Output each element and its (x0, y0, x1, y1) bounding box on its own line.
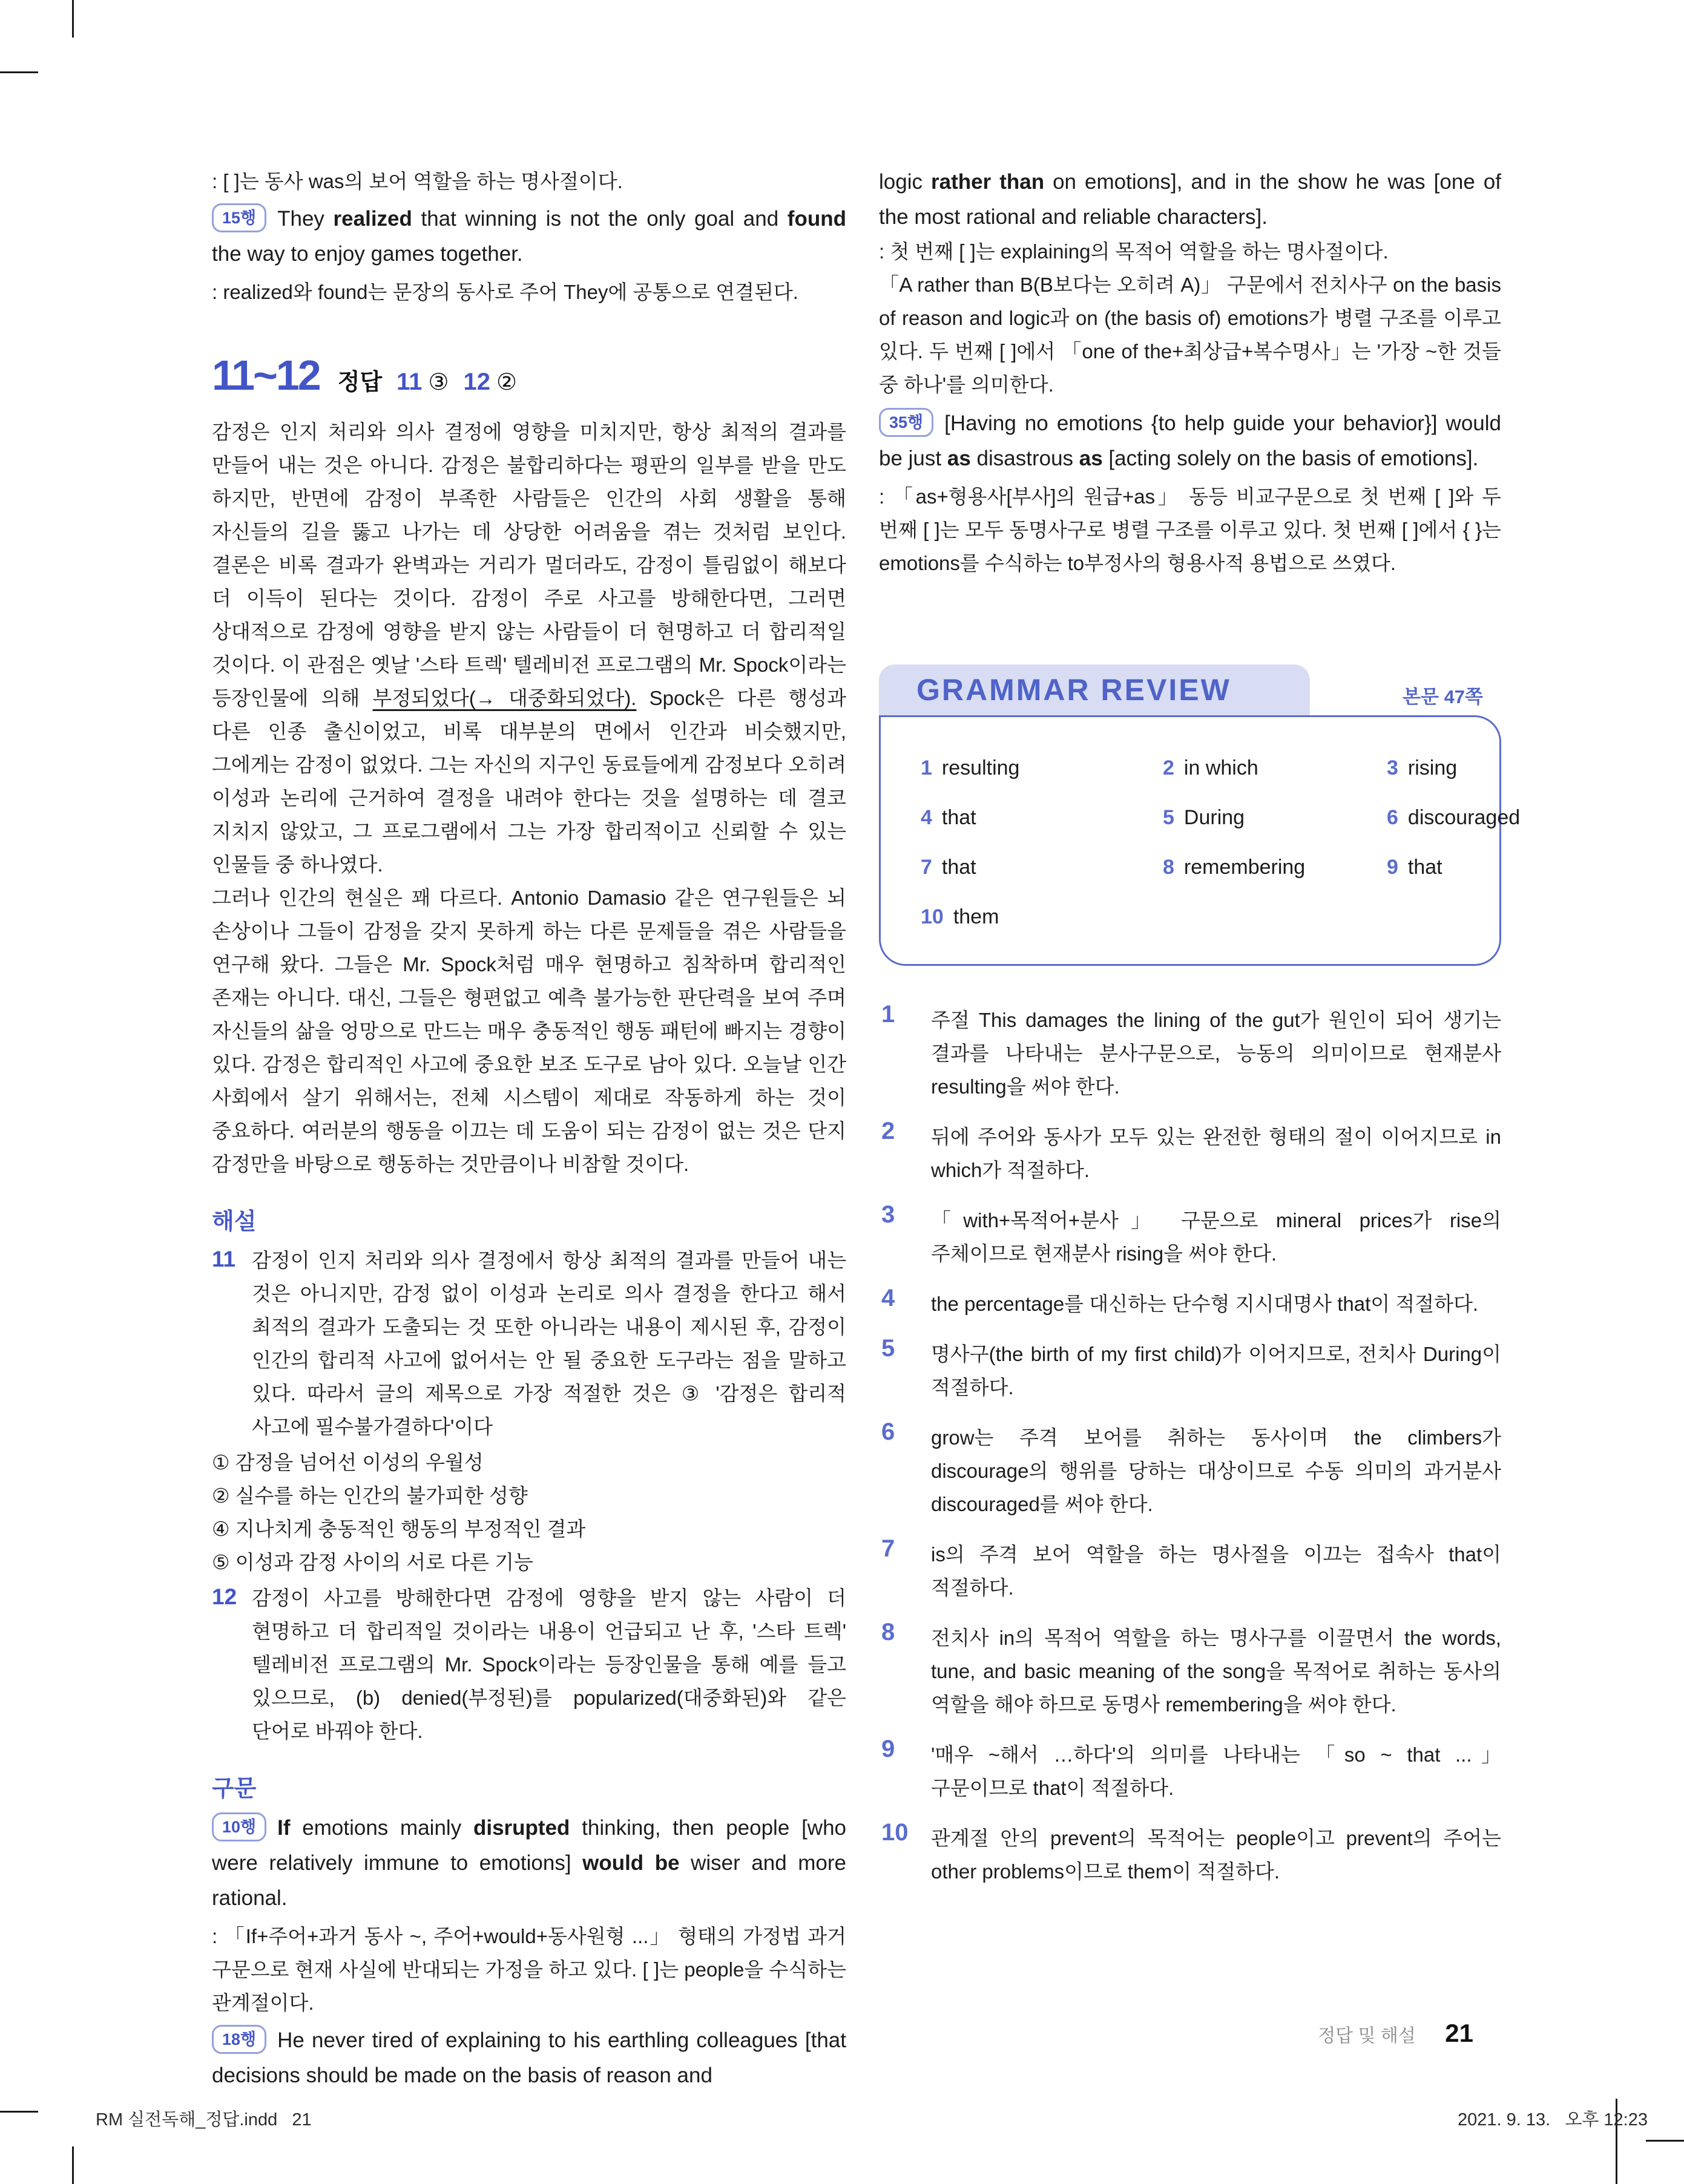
explanation-text: 「with+목적어+분사」 구문으로 mineral prices가 rise의 주체이므로 현재분사 rising을 써야 한다. (931, 1209, 1501, 1265)
note-35: : 「as+형용사[부사]의 원급+as」 동등 비교구문으로 첫 번째 [ ]와 두 번째 [ ]는 모두 동명사구로 병렬 구조를 이루고 있다. 첫 번째 [ ]에서 { }는 emotions를 수식하는 to부정사의 형용사적 용법으로 쓰였다. (879, 485, 1501, 574)
line-18-badge: 18행 (212, 2025, 266, 2054)
print-date-info: 2021. 9. 13. 오후 12:23 (1457, 2110, 1648, 2130)
grammar-explanation-10 (879, 1819, 1501, 1888)
grammar-explanation-9 (879, 1738, 1501, 1805)
explanation-text: 관계절 안의 prevent의 목적어는 people이고 prevent의 주어는 other problems이므로 them이 적절하다. (931, 1827, 1501, 1883)
grammar-explanation-4 (879, 1287, 1501, 1320)
sentence-line-15 (212, 202, 846, 272)
page-footer (0, 2019, 1473, 2048)
sentence-segment: the way to enjoy games together. (212, 242, 523, 266)
translation-paragraph-2: 그러나 인간의 현실은 꽤 다르다. Antonio Damasio 같은 연구원들은 뇌 손상이나 그들이 감정을 갖지 못하게 하는 다른 문제들을 겪은 사람들을 연구해 왔다. 그들은 Mr. Spock처럼 매우 현명하고 침착하며 합리적인 존재는 아니다. 대신, 그들은 형편없고 예측 불가능한 판단력을 보여 주며 자신들의 삶을 엉망으로 만드는 매우 충동적인 행동 패턴에 빠지는 경향이 있다. 감정은 합리적인 사고에 중요한 보조 도구로 남아 있다. 오늘날 인간 사회에서 살기 위해서는, 전체 시스템이 제대로 작동하게 하는 것이 중요하다. 여러분의 행동을 이끄는 데 도움이 되는 감정이 없는 것은 단지 감정만을 바탕으로 행동하는 것만큼이나 비참할 것이다. (212, 887, 846, 1175)
sentence-segment: [Having no emotions {to help guide your behavior}] would be just (879, 412, 1501, 470)
explanation-number: 9 (881, 1736, 895, 1762)
sentence-segment: wiser and more rational. (212, 1851, 847, 1910)
explanation-number: 5 (881, 1335, 895, 1362)
grammar-explanation-1 (879, 1003, 1501, 1103)
explanation-number: 8 (881, 1619, 895, 1645)
grammar-answer (1163, 855, 1387, 879)
answer-text: During (1183, 806, 1245, 829)
explanation-text: 주절 This damages the lining of the gut가 원인이 되어 생기는 결과를 나타내는 분사구문으로, 능동의 의미이므로 현재분사 resulting을 써야 한다. (931, 1009, 1501, 1098)
print-file-info: RM 실전독해_정답.indd 21 (96, 2110, 312, 2130)
explanation-text: the percentage를 대신하는 단수형 지시대명사 that이 적절하다. (931, 1293, 1479, 1315)
answer-number: 7 (921, 856, 932, 879)
answer-number: 1 (921, 756, 932, 779)
explanation-number: 4 (881, 1285, 895, 1311)
sentence-keyword: as (947, 447, 971, 470)
item-number: 12 (212, 1584, 237, 1609)
answer-text: them (953, 905, 999, 928)
explanation-text: 전치사 in의 목적어 역할을 하는 명사구를 이끌면서 the words, tune, and basic meaning of the song을 목적어로 취하는 동사의 역할을 해야 하므로 동명사 remembering을 써야 한다. (931, 1627, 1501, 1716)
answer-text: remembering (1183, 856, 1306, 879)
answer-text: that (1407, 856, 1442, 879)
grammar-explanation-2 (879, 1120, 1501, 1187)
sentence-line-35 (879, 406, 1501, 476)
answer-text: that (941, 856, 976, 879)
explanation-item-11 (212, 1244, 846, 1443)
explanation-number: 1 (881, 1001, 895, 1028)
answer-label: 정답 (337, 370, 383, 395)
sentence-segment: that winning is not the only goal and (412, 207, 788, 231)
crop-mark-bottom-left-vertical (72, 2146, 74, 2184)
line-10-badge: 10행 (212, 1812, 266, 1841)
answer-text: that (941, 806, 976, 829)
grammar-explanations (879, 1003, 1501, 1888)
sentence-keyword: would be (582, 1851, 680, 1875)
line-35-badge: 35행 (879, 408, 933, 437)
crop-mark-top-left-horizontal (0, 71, 38, 73)
sentence-keyword: disrupted (473, 1816, 570, 1840)
note-was: : [ ]는 동사 was의 보어 역할을 하는 명사절이다. (212, 170, 623, 192)
translation-segment: Spock은 다른 행성과 다른 인종 출신이었고, 비록 대부분의 면에서 인간과 비슷했지만, 그에게는 감정이 없었다. 그는 자신의 지구인 동료들에게 감정보다 오히려 이성과 논리에 근거하여 결정을 내려야 한다는 것을 설명하는 데 결코 지치지 않았고, 그 프로그램에서 그는 가장 합리적이고 신뢰할 수 있는 인물들 중 하나였다. (212, 687, 846, 876)
explanation-text: '매우 ~해서 …하다'의 의미를 나타내는 「so ~ that ...」 구문이므로 that이 적절하다. (931, 1743, 1501, 1799)
sentence-segment: thinking, then people [who were relatively immune to emotions] (212, 1816, 846, 1875)
sentence-segment: logic (879, 170, 931, 194)
note-18-a: : 첫 번째 [ ]는 explaining의 목적어 역할을 하는 명사절이다. (879, 240, 1389, 263)
grammar-answer (921, 805, 1163, 830)
sentence-segment: [acting solely on the basis of emotions]. (1102, 447, 1479, 470)
right-column (879, 165, 1521, 1905)
section-gumun: 구문 (212, 1776, 257, 1802)
translation-segment: 감정은 인지 처리와 의사 결정에 영향을 미치지만, 항상 최적의 결과를 만들어 내는 것은 아니다. 감정은 불합리하다는 평판의 일부를 받을 만도 하지만, 반면에 감정이 부족한 사람들은 인간의 사회 생활을 통해 자신들의 길을 뚫고 나가는 데 상당한 어려움을 겪는 것처럼 보인다. 결론은 비록 결과가 완벽과는 거리가 멀더라도, 감정이 틀림없이 해보다 더 이득이 된다는 것이다. 감정이 주로 사고를 방해한다면, 그러면 상대적으로 감정에 영향을 받지 않는 사람들이 더 현명하고 더 합리적일 것이다. 이 관점은 옛날 '스타 트렉' 텔레비전 프로그램의 Mr. Spock이라는 등장인물에 의해 (212, 421, 846, 709)
explanation-number: 6 (881, 1418, 895, 1445)
answer-number: 5 (1163, 806, 1174, 829)
grammar-explanation-3 (879, 1201, 1501, 1270)
crop-mark-bottom-right-horizontal (1646, 2140, 1684, 2142)
sentence-keyword: as (1079, 447, 1103, 470)
crop-mark-top-left-vertical (72, 0, 74, 38)
grammar-review-title: GRAMMAR REVIEW (916, 673, 1231, 707)
grammar-explanation-5 (879, 1337, 1501, 1404)
translation-underlined: 부정되었다(→ 대중화되었다). (372, 687, 637, 709)
sentence-line-18-continued (879, 165, 1501, 235)
grammar-answer (1387, 756, 1520, 780)
grammar-answer (1163, 756, 1387, 780)
sentence-line-10 (212, 1811, 846, 1916)
explanation-text: is의 주격 보어 역할을 하는 명사절을 이끄는 접속사 that이 적절하다. (931, 1543, 1501, 1599)
sentence-segment: He never tired of explaining to his earthling colleagues [that decisions should be made on the basis of reason and (212, 2028, 846, 2087)
explanation-number: 3 (881, 1201, 895, 1228)
grammar-answer (1387, 805, 1520, 830)
left-column (212, 165, 846, 2093)
answer-choice: ② (496, 370, 518, 395)
question-number: 12 (463, 369, 491, 395)
translation-paragraph-1 (212, 415, 846, 881)
grammar-answer (921, 756, 1163, 780)
explanation-number: 2 (881, 1118, 895, 1144)
answer-choice: ③ (428, 370, 449, 395)
answer-text: resulting (941, 756, 1020, 779)
answer-number: 4 (921, 806, 932, 829)
answer-number: 9 (1387, 856, 1398, 879)
explanation-item-12 (212, 1581, 846, 1748)
answer-number: 10 (921, 905, 944, 928)
grammar-review-tab (879, 664, 1310, 715)
answer-number: 8 (1163, 856, 1174, 879)
question-number: 11 (396, 369, 423, 395)
footer-page-number: 21 (1445, 2019, 1473, 2047)
sentence-keyword: realized (333, 207, 412, 231)
note-15: : realized와 found는 문장의 동사로 주어 They에 공통으로 연결된다. (212, 281, 798, 303)
question-range: 11~12 (212, 352, 320, 399)
answer-text: rising (1407, 756, 1458, 779)
note-18-b: 「A rather than B(B보다는 오히려 A)」 구문에서 전치사구 on the basis of reason and logic과 on (the basis of) emotions가 병렬 구조를 이루고 있다. 두 번째 [ ]에서 「one of the+최상급+복수명사」는 '가장 ~한 것들 중 하나'를 의미한다. (879, 274, 1501, 396)
grammar-explanation-7 (879, 1535, 1501, 1604)
line-15-badge: 15행 (212, 203, 266, 232)
item-text: 감정이 사고를 방해한다면 감정에 영향을 받지 않는 사람이 더 현명하고 더 합리적일 것이라는 내용이 언급되고 난 후, '스타 트렉' 텔레비전 프로그램의 Mr. Spock이라는 등장인물을 통해 예를 들고 있으므로, (b) denied(부정된)를 popularized(대중화된)와 같은 단어로 바꿔야 한다. (252, 1587, 846, 1742)
explanation-number: 7 (881, 1535, 895, 1562)
crop-mark-bottom-left-horizontal (0, 2111, 38, 2113)
grammar-review-answers-box (879, 715, 1521, 966)
sentence-keyword: found (787, 207, 846, 231)
answer-number: 2 (1163, 756, 1174, 779)
answer-text: discouraged (1407, 806, 1521, 829)
grammar-review-page-ref: 본문 47쪽 (1403, 686, 1483, 707)
footer-section-label: 정답 및 해설 (1318, 2026, 1416, 2046)
sentence-keyword: rather than (931, 170, 1045, 194)
answer-text: in which (1183, 756, 1258, 779)
grammar-answer-grid (921, 756, 1521, 929)
question-heading-11-12 (212, 351, 846, 399)
sentence-segment: disastrous (970, 447, 1079, 470)
grammar-answer (921, 905, 1163, 929)
note-10: : 「If+주어+과거 동사 ~, 주어+would+동사원형 ...」 형태의 가정법 과거 구문으로 현재 사실에 반대되는 가정을 하고 있다. [ ]는 people을 수식하는 관계절이다. (212, 1925, 846, 2014)
grammar-answer (1163, 805, 1387, 830)
item-number: 11 (212, 1247, 236, 1271)
explanation-text: grow는 주격 보어를 취하는 동사이며 the climbers가 discourage의 행위를 당하는 대상이므로 수동 의미의 과거분사 discouraged를 써야 한다. (931, 1426, 1501, 1515)
explanation-number: 10 (881, 1819, 909, 1846)
option-1: ① 감정을 넘어선 이성의 우월성 (212, 1451, 484, 1474)
sentence-segment: on emotions], and in the show he was [one of the most rational and reliable characters]. (879, 170, 1501, 229)
answer-number: 3 (1387, 756, 1398, 779)
option-5: ⑤ 이성과 감정 사이의 서로 다른 기능 (212, 1551, 533, 1573)
grammar-answer (921, 855, 1163, 879)
grammar-explanation-6 (879, 1418, 1501, 1521)
sentence-segment: They (277, 207, 334, 231)
explanation-text: 명사구(the birth of my first child)가 이어지므로, 전치사 During이 적절하다. (931, 1343, 1501, 1399)
grammar-review (879, 664, 1521, 966)
item-text: 감정이 인지 처리와 의사 결정에서 항상 최적의 결과를 만들어 내는 것은 아니지만, 감정 없이 이성과 논리로 의사 결정을 한다고 해서 최적의 결과가 도출되는 것 또한 아니라는 내용이 제시된 후, 감정이 인간의 합리적 사고에 없어서는 안 될 중요한 도구라는 점을 말하고 있다. 따라서 글의 제목으로 가장 적절한 것은 ③ '감정은 합리적 사고에 필수불가결하다'이다 (252, 1249, 846, 1438)
sentence-segment: emotions mainly (290, 1816, 473, 1840)
sentence-keyword: If (277, 1816, 291, 1840)
answer-number: 6 (1387, 806, 1398, 829)
explanation-text: 뒤에 주어와 동사가 모두 있는 완전한 형태의 절이 이어지므로 in which가 적절하다. (931, 1126, 1501, 1181)
grammar-answer (1387, 855, 1520, 879)
option-2: ② 실수를 하는 인간의 불가피한 성향 (212, 1484, 528, 1507)
option-4: ④ 지나치게 충동적인 행동의 부정적인 결과 (212, 1518, 586, 1540)
grammar-explanation-8 (879, 1621, 1501, 1721)
section-haeseol: 해설 (212, 1209, 257, 1235)
